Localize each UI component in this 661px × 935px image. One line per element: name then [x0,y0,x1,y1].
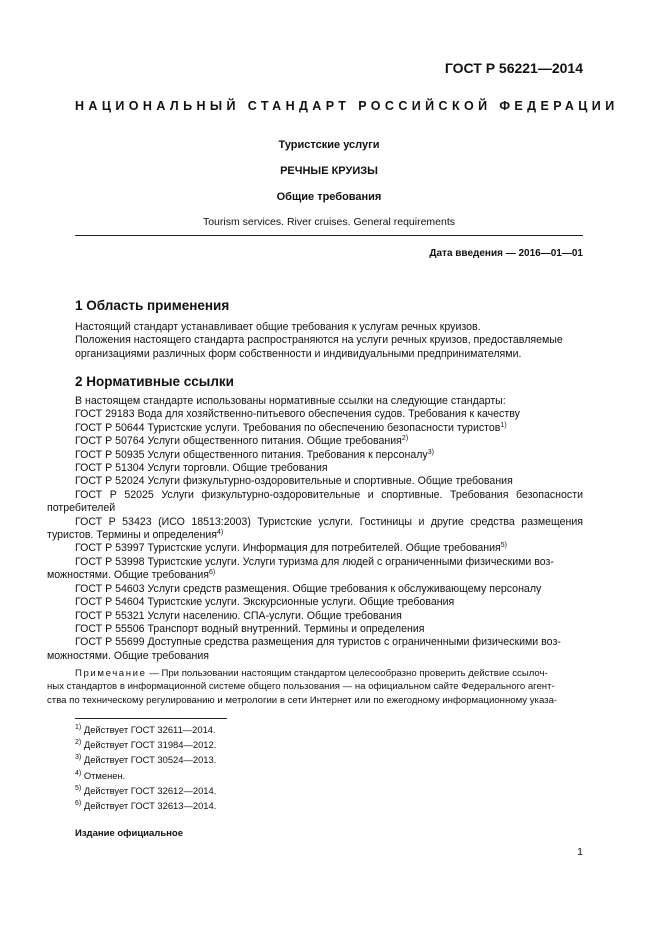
english-title: Tourism services. River cruises. General requirements [202,216,456,228]
note-line-3: ства по техническому регулированию и метрологии в сети Интернет или по ежегодному информационному указа- [47,694,558,706]
footnote: $^{5)}$ Действует ГОСТ 32612—2014. [75,784,217,796]
footnote: $^{3)}$ Действует ГОСТ 30524—2013. [75,754,217,766]
footnote-ref: 1) [500,421,507,429]
reference-item: ГОСТ Р 50935 Услуги общественного питания. Требования к персоналу$^{3)}$ [75,448,434,461]
title-rule [75,235,583,236]
official-edition-label: Издание официальное [75,828,183,839]
footnote-ref: 2) [401,435,409,443]
reference-item: ГОСТ Р 50764 Услуги общественного питания. Общие требования$^{2)}$ [75,435,409,448]
section-1-paragraph-1: Настоящий стандарт устанавливает общие требования к услугам речных круизов. [75,321,481,333]
reference-item: ГОСТ Р 52024 Услуги физкультурно-оздоровительные и спортивные. Общие требования [75,475,513,488]
reference-item: ГОСТ Р 50644 Туристские услуги. Требования по обеспечению безопасности туристов$^{1)}$ [75,421,507,434]
section-1-heading: 1 Область применения [75,298,230,313]
section-2-heading: 2 Нормативные ссылки [75,374,234,389]
references-lead: В настоящем стандарте использованы нормативные ссылки на следующие стандарты: [75,395,506,407]
reference-item: ГОСТ Р 53997 Туристские услуги. Информация для потребителей. Общие требования$^{5)}$ [75,542,507,555]
page-number: 1 [577,846,583,858]
title-line-2: РЕЧНЫЕ КРУИЗЫ [280,165,378,177]
reference-item-line-1: ГОСТ Р 55699 Доступные средства размещения для туристов с ограниченными физическими воз- [75,636,561,649]
reference-item: ГОСТ Р 55321 Услуги населению. СПА-услуги. Общие требования [75,609,402,622]
reference-item: ГОСТ Р 51304 Услуги торговли. Общие требования [75,462,328,475]
footnotes [75,722,216,813]
reference-item-line-2: можностями. Общие требования [47,649,210,662]
note-line-2: ных стандартов в информационной системе общего пользования — на официальном сайте Федерального агент- [47,681,555,693]
reference-item: ГОСТ Р 55506 Транспорт водный внутренний. Термины и определения [75,622,425,635]
reference-item-line-2: туристов. Термины и определения$^{4)}$ [47,529,224,542]
footnote: $^{2)}$ Действует ГОСТ 31984—2012. [75,739,217,751]
title-line-1: Туристские услуги [278,139,380,151]
footnote: $^{1)}$ Действует ГОСТ 32611—2014. [75,724,216,735]
title-line-3: Общие требования [276,191,382,203]
reference-item-line-1: ГОСТ Р 52025 Услуги физкультурно-оздоровительные и спортивные. Требования безопасности [75,488,583,501]
section-1-body [47,321,583,361]
footnote-ref: 3) [427,448,434,456]
section-2-body [47,395,583,663]
reference-item-line-2: можностями. Общие требования$^{6)}$ [47,569,216,582]
note-label: Примечание [75,668,147,679]
footnote-ref: 6) [209,569,216,577]
document-designation: ГОСТ Р 56221—2014 [444,60,583,76]
reference-item-line-1: ГОСТ Р 53998 Туристские услуги. Услуги туризма для людей с ограниченными физическими воз- [75,555,554,568]
section-1-paragraph-2-line-1: Положения настоящего стандарта распространяются на услуги речных круизов, предоставляемые [75,334,563,347]
footnote: $^{6)}$ Действует ГОСТ 32613—2014. [75,800,217,812]
footnote-separator [75,718,227,719]
note-line-1: — При пользовании настоящим стандартом целесообразно проверить действие ссылоч- [146,668,548,679]
introduction-date: Дата введения — 2016—01—01 [429,248,583,259]
footnote: $^{4)}$ Отменен. [75,769,126,781]
reference-item: ГОСТ 29183 Вода для хозяйственно-питьевого обеспечения судов. Требования к качеству [75,408,520,421]
reference-item: ГОСТ Р 54603 Услуги средств размещения. Общие требования к обслуживающему персоналу [75,582,542,595]
reference-item-line-2: потребителей [47,502,116,515]
reference-item-line-1: ГОСТ Р 53423 (ИСО 18513:2003) Туристские услуги. Гостиницы и другие средства размещения [75,515,583,528]
footnote-ref: 4) [217,529,224,537]
section-1-paragraph-2-line-2: организациями различных форм собственности и индивидуальными предпринимателями. [75,347,522,360]
footnote-ref: 5) [500,542,507,550]
reference-item: ГОСТ Р 54604 Туристские услуги. Экскурсионные услуги. Общие требования [75,596,455,609]
note-block [47,667,583,707]
standard-type-heading: НАЦИОНАЛЬНЫЙ СТАНДАРТ РОССИЙСКОЙ ФЕДЕРАЦИИ [75,99,619,113]
